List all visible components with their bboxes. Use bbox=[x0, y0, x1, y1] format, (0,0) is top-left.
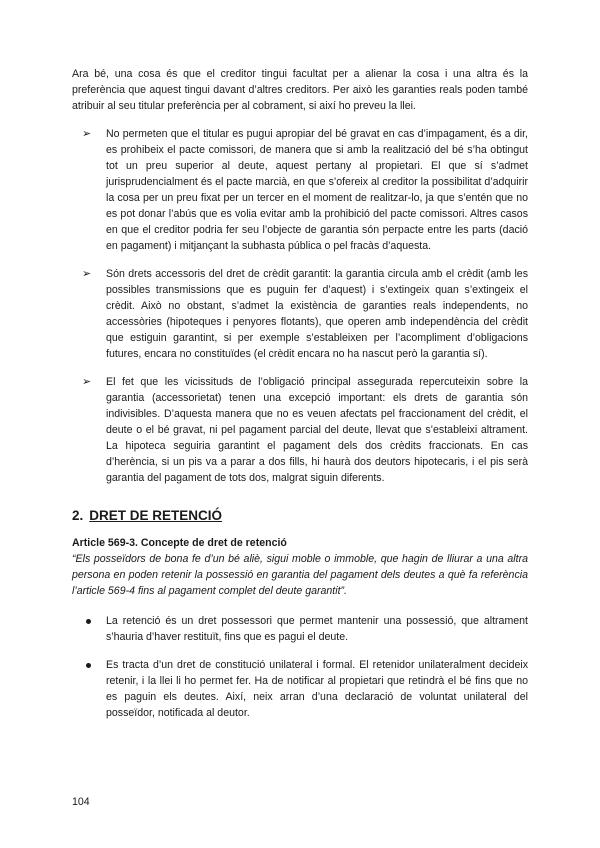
list-item bbox=[72, 266, 528, 362]
document-page bbox=[72, 66, 528, 733]
list-item bbox=[72, 126, 528, 254]
dot-bullet-list bbox=[72, 613, 528, 721]
bullet-text: Són drets accessoris del dret de crèdit garantit: la garantia circula amb el crèdit (amb les possibles transmissions que es puguin fer d’aquest) i s’extingeix quan s’extingeix el crèdit. Això no obstant, s’admet la existència de garanties reals independents, no accessòries (hipoteques i penyores flotants), que operen amb independència del crèdit que estiguin garantint, si per exemple s’estableixen per l’acompliment d’obligacions futures, encara no constituïdes (el crèdit encara no ha nascut però la garantia sí). bbox=[106, 268, 528, 360]
point-text: La retenció és un dret possessori que permet mantenir una possessió, que altrament s’hauria d’haver restituït, fins que es pagui el deute. bbox=[106, 615, 528, 643]
point-text: Es tracta d’un dret de constitució unilateral i formal. El retenidor unilateralment decideix retenir, i la llei li ho permet fer. Ha de notificar al propietari que retindrà el bé fins que no es paguin els deutes. Així, neix arran d’una declaració de voluntat unilateral del posseïdor, notificada al deutor. bbox=[106, 659, 528, 719]
list-item bbox=[72, 657, 528, 721]
article-quote: “Els posseïdors de bona fe d’un bé aliè, sigui moble o immoble, que hagin de lliurar a una altra persona en poden retenir la possessió en garantia del pagament dels deutes a què fa referència l’article 569-4 fins al pagament complet del deute garantit”. bbox=[72, 553, 528, 597]
section-heading bbox=[72, 506, 528, 526]
dot-bullet-icon bbox=[86, 619, 91, 624]
intro-paragraph: Ara bé, una cosa és que el creditor tingui facultat per a alienar la cosa i una altra és la preferència que aquest tingui davant d’altres creditors. Per això les garanties reals poden també atribuir al seu titular preferència per al cobrament, si així ho preveu la llei. bbox=[72, 68, 528, 112]
page-number: 104 bbox=[72, 796, 90, 808]
section-number: 2. bbox=[72, 508, 84, 523]
bullet-text: No permeten que el titular es pugui apropiar del bé gravat en cas d’impagament, és a dir, es prohibeix el pacte comissori, de manera que si amb la realització del bé s’ha obtingut tot un preu superior al deute, aquest pertany al propietari. El que sí s’admet jurisprudencialment és el pacte marcià, en que s’ofereix al creditor la possibilitat d’adquirir la cosa per un preu fixat per un tercer en el moment de realitzar-lo, ja que s’entén que no es pot donar l’abús que es volia evitar amb la prohibició del pacte comissori. Altres casos en que el creditor podria fer seu l’objecte de garantia són perpacte entre les parts (dació en pagament) i mitjançant la subhasta pública o pel fracàs d’aquesta. bbox=[106, 128, 528, 252]
list-item bbox=[72, 613, 528, 645]
bullet-text: El fet que les vicissituds de l’obligació principal assegurada repercuteixin sobre la garantia (accessorietat) tenen una excepció important: els drets de garantia són indivisibles. D’aquesta manera que no es veuen afectats pel fraccionament del crèdit, el deute o el bé gravat, ni pel pagament parcial del deute, llevat que s’estableixi altrament. La hipoteca seguiria garantint el pagament dels dos crèdits fraccionats. En cas d’herència, si un pis va a parar a dos fills, hi haurà dos deutors hipotecaris, i el pis serà garantia del pagament de tots dos, malgrat siguin diferents. bbox=[106, 376, 528, 484]
list-item bbox=[72, 374, 528, 486]
dot-bullet-icon bbox=[86, 663, 91, 668]
arrow-bullet-icon: ➢ bbox=[82, 128, 92, 140]
arrow-bullet-list bbox=[72, 126, 528, 486]
arrow-bullet-icon: ➢ bbox=[82, 376, 92, 388]
arrow-bullet-icon: ➢ bbox=[82, 268, 92, 280]
article-title: Article 569-3. Concepte de dret de retenció bbox=[72, 537, 287, 549]
section-title: DRET DE RETENCIÓ bbox=[89, 508, 223, 523]
